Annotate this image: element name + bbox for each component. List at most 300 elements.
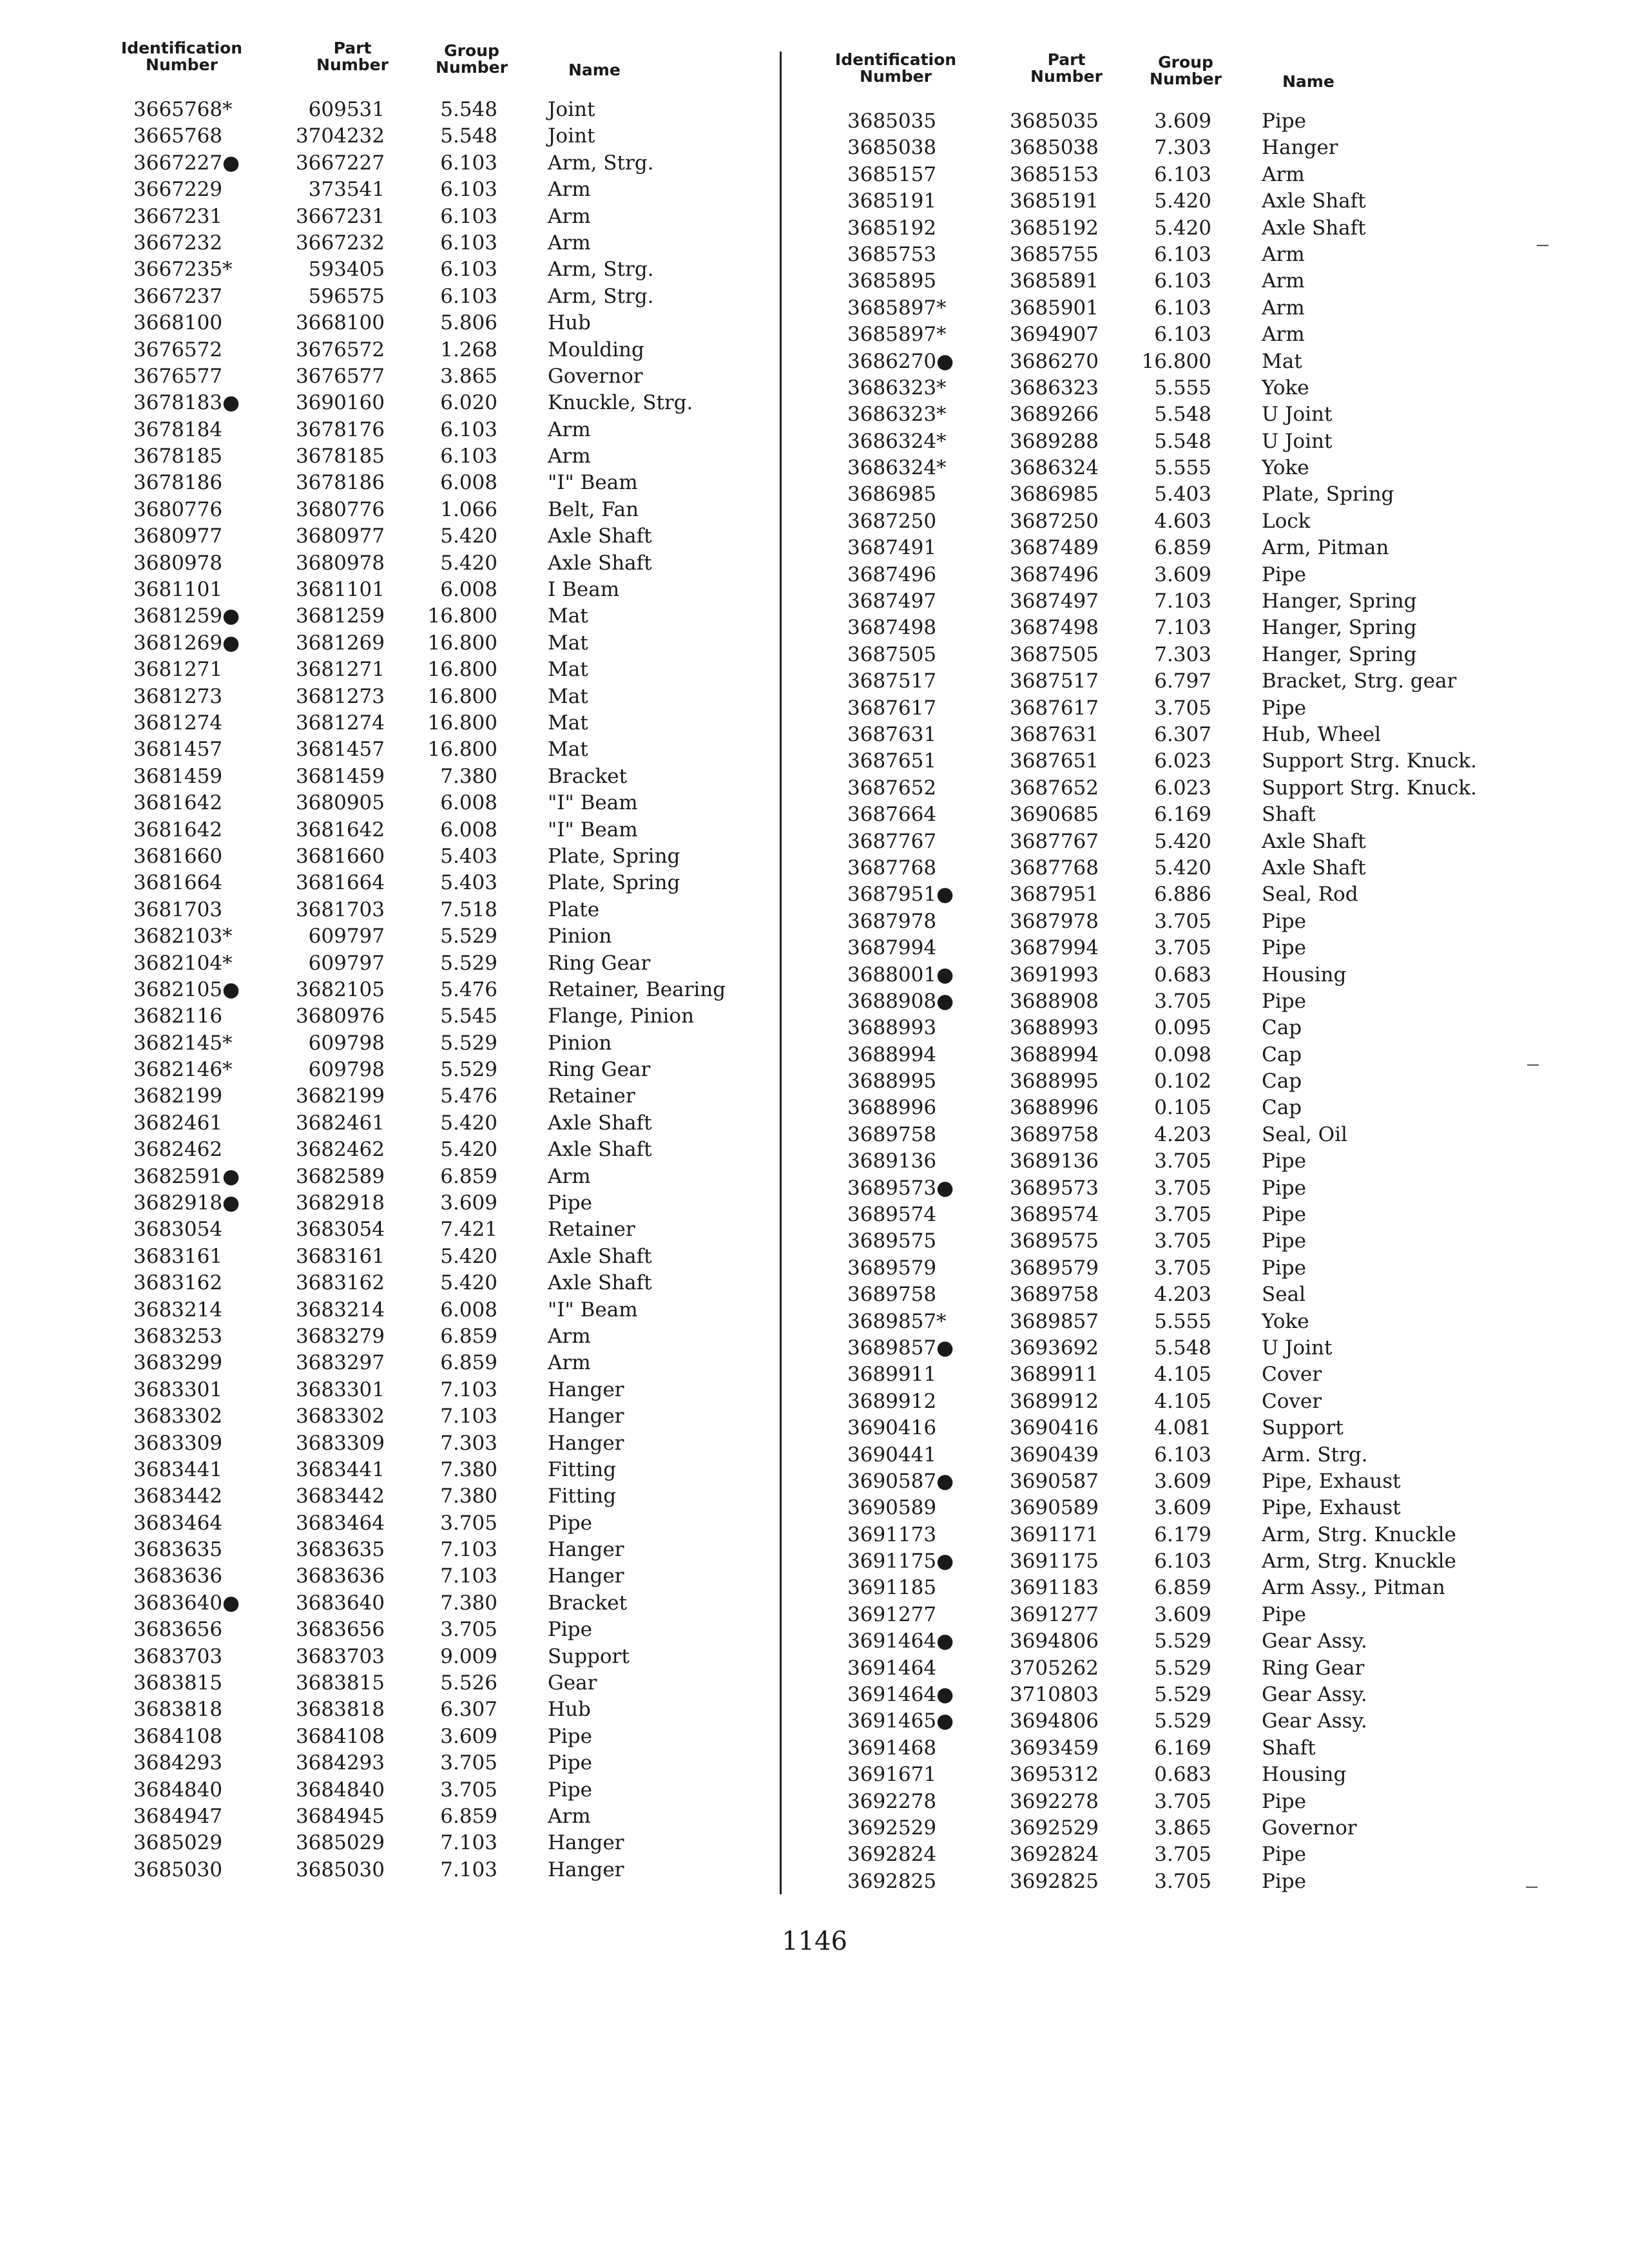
group-number: 6.008 — [440, 818, 497, 841]
group-number: 9.009 — [440, 1644, 497, 1668]
part-number: 3685755 — [1009, 242, 1099, 266]
part-name: Yoke — [1262, 456, 1309, 480]
part-name: Axle Shaft — [548, 1111, 652, 1135]
part-name: Fitting — [548, 1457, 617, 1481]
part-number: 3692529 — [1009, 1816, 1099, 1840]
table-row — [831, 1068, 1482, 1095]
identification-number: 3688994 — [847, 1043, 937, 1066]
table-row — [117, 523, 762, 550]
table-row — [831, 1309, 1482, 1335]
table-row — [117, 1803, 762, 1830]
part-number: 609798 — [308, 1031, 385, 1055]
part-name: Pipe — [1262, 1203, 1306, 1227]
group-number: 6.859 — [1154, 536, 1211, 560]
table-row — [831, 1148, 1482, 1175]
part-name: U Joint — [1262, 1336, 1333, 1360]
part-name: Pipe — [1262, 1602, 1306, 1626]
identification-number: 3687505 — [847, 642, 937, 666]
identification-number: 3688001● — [847, 963, 954, 986]
group-number: 0.095 — [1154, 1016, 1211, 1040]
table-row — [117, 204, 762, 230]
group-number: 5.555 — [1154, 456, 1211, 480]
part-name: Lock — [1262, 509, 1311, 533]
group-number: 5.529 — [440, 1058, 497, 1082]
part-number: 3676577 — [295, 364, 385, 388]
part-number: 3682462 — [295, 1138, 385, 1162]
table-row — [117, 337, 762, 363]
part-name: Ring Gear — [1262, 1656, 1365, 1680]
part-name: Pipe — [1262, 1869, 1306, 1893]
group-number: 6.020 — [440, 391, 497, 415]
identification-number: 3682116 — [133, 1004, 223, 1028]
group-number: 5.529 — [1154, 1709, 1211, 1733]
part-name: Shaft — [1262, 803, 1316, 827]
group-number: 6.008 — [440, 791, 497, 815]
table-row — [831, 1869, 1482, 1895]
identification-number: 3683635 — [133, 1538, 223, 1562]
part-name: Cover — [1262, 1389, 1322, 1413]
part-name: Pipe — [548, 1618, 592, 1642]
table-row — [117, 1644, 762, 1670]
part-name: "I" Beam — [548, 818, 638, 841]
identification-number: 3688993 — [847, 1016, 937, 1040]
part-number: 3705262 — [1009, 1656, 1099, 1680]
part-name: Arm — [1262, 269, 1305, 293]
group-number: 7.103 — [440, 1564, 497, 1588]
table-row — [831, 695, 1482, 722]
identification-number: 3667231 — [133, 204, 223, 228]
identification-number: 3689575 — [847, 1229, 937, 1253]
identification-number: 3683441 — [133, 1457, 223, 1481]
identification-number: 3691464● — [847, 1683, 954, 1707]
identification-number: 3687517 — [847, 669, 937, 693]
part-name: Governor — [548, 364, 643, 388]
group-number: 7.380 — [440, 1485, 497, 1508]
identification-number: 3689911 — [847, 1363, 937, 1387]
identification-number: 3687978 — [847, 909, 937, 933]
part-number: 3687250 — [1009, 509, 1099, 533]
part-number: 3687517 — [1009, 669, 1099, 693]
group-number: 6.103 — [440, 151, 497, 175]
group-number: 5.529 — [1154, 1683, 1211, 1707]
identification-number: 3683302 — [133, 1405, 223, 1428]
identification-number: 3684293 — [133, 1751, 223, 1775]
part-number: 3689574 — [1009, 1203, 1099, 1227]
table-row — [117, 1244, 762, 1270]
identification-number: 3686270● — [847, 349, 954, 373]
table-row — [117, 1830, 762, 1856]
table-row — [831, 829, 1482, 855]
part-number: 3689758 — [1009, 1122, 1099, 1146]
part-number: 3689288 — [1009, 429, 1099, 453]
part-number: 3690587 — [1009, 1469, 1099, 1493]
identification-number: 3690416 — [847, 1416, 937, 1440]
right-column — [831, 12, 1482, 1895]
part-name: Pipe — [548, 1511, 592, 1535]
page-number: 1146 — [782, 1927, 847, 1956]
group-number: 5.420 — [1154, 216, 1211, 240]
identification-number: 3681642 — [133, 791, 223, 815]
margin-mark — [1537, 245, 1548, 246]
table-row — [117, 1030, 762, 1057]
identification-number: 3689136 — [847, 1149, 937, 1173]
group-number: 1.066 — [440, 497, 497, 521]
table-row — [831, 1015, 1482, 1041]
part-number: 3685029 — [295, 1831, 385, 1855]
identification-number: 3684108 — [133, 1724, 223, 1748]
table-row — [831, 988, 1482, 1015]
part-number: 3683815 — [295, 1671, 385, 1695]
identification-number: 3681664 — [133, 871, 223, 895]
part-number: 3678176 — [295, 418, 385, 441]
part-number: 3693459 — [1009, 1736, 1099, 1760]
identification-number: 3678184 — [133, 418, 223, 441]
part-name: Retainer — [548, 1218, 635, 1242]
identification-number: 3687250 — [847, 509, 937, 533]
part-name: Arm, Strg. — [548, 151, 654, 175]
table-row — [117, 497, 762, 523]
group-number: 6.169 — [1154, 803, 1211, 827]
part-number: 3694806 — [1009, 1629, 1099, 1653]
part-number: 3689136 — [1009, 1149, 1099, 1173]
part-name: I Beam — [548, 578, 620, 602]
part-number: 3687631 — [1009, 722, 1099, 746]
table-row — [831, 1095, 1482, 1121]
identification-number: 3682461 — [133, 1111, 223, 1135]
identification-number: 3691465● — [847, 1709, 954, 1733]
part-name: Pipe — [1262, 110, 1306, 133]
part-name: Bracket — [548, 1591, 628, 1615]
part-number: 3689266 — [1009, 403, 1099, 427]
table-row — [117, 1857, 762, 1883]
part-name: Pipe — [1262, 1843, 1306, 1867]
group-number: 6.103 — [1154, 323, 1211, 347]
table-row — [117, 1323, 762, 1350]
identification-number: 3684840 — [133, 1778, 223, 1802]
identification-number: 3676577 — [133, 364, 223, 388]
table-row — [117, 1750, 762, 1776]
group-number: 5.806 — [440, 311, 497, 335]
part-name: Pinion — [548, 925, 612, 948]
group-number: 6.179 — [1154, 1523, 1211, 1546]
table-row — [831, 1762, 1482, 1788]
table-row — [831, 802, 1482, 828]
part-name: Axle Shaft — [1262, 829, 1366, 853]
table-row — [117, 1457, 762, 1483]
table-row — [831, 1815, 1482, 1841]
part-name: Arm — [548, 204, 591, 228]
part-name: Retainer, Bearing — [548, 977, 726, 1001]
part-number: 3687767 — [1009, 829, 1099, 853]
table-row — [117, 1670, 762, 1696]
part-name: Housing — [1262, 963, 1347, 986]
part-number: 3688995 — [1009, 1070, 1099, 1093]
identification-number: 3685030 — [133, 1858, 223, 1881]
part-number: 3683635 — [295, 1538, 385, 1562]
table-row — [831, 962, 1482, 988]
part-number: 3686985 — [1009, 483, 1099, 506]
part-number: 3683640 — [295, 1591, 385, 1615]
table-row — [831, 1548, 1482, 1575]
identification-number: 3680978 — [133, 551, 223, 575]
identification-number: 3680776 — [133, 497, 223, 521]
identification-number: 3687497 — [847, 590, 937, 613]
part-number: 3683297 — [295, 1351, 385, 1375]
identification-number: 3676572 — [133, 338, 223, 361]
identification-number: 3687496 — [847, 562, 937, 586]
part-number: 3687489 — [1009, 536, 1099, 560]
part-name: Pipe, Exhaust — [1262, 1469, 1401, 1493]
table-row — [117, 897, 762, 923]
table-row — [831, 908, 1482, 935]
group-number: 3.705 — [1154, 936, 1211, 960]
part-name: Moulding — [548, 338, 644, 361]
part-number: 3688994 — [1009, 1043, 1099, 1066]
identification-number: 3667229 — [133, 178, 223, 202]
part-name: Ring Gear — [548, 1058, 651, 1082]
table-row — [831, 1361, 1482, 1388]
part-number: 609531 — [308, 98, 385, 121]
part-name: Yoke — [1262, 1309, 1309, 1333]
group-number: 4.603 — [1154, 509, 1211, 533]
group-number: 5.476 — [440, 977, 497, 1001]
table-row — [831, 1042, 1482, 1068]
left-parts-list — [117, 97, 762, 1883]
part-number: 3685192 — [1009, 216, 1099, 240]
part-name: Hanger — [548, 1564, 624, 1588]
part-number: 3687994 — [1009, 936, 1099, 960]
table-row — [831, 322, 1482, 348]
group-number: 6.103 — [440, 204, 497, 228]
group-number: 3.865 — [440, 364, 497, 388]
part-number: 3682199 — [295, 1084, 385, 1108]
part-name: Arm — [1262, 162, 1305, 186]
table-row — [831, 242, 1482, 268]
part-number: 3684840 — [295, 1778, 385, 1802]
part-name: Arm, Strg. — [548, 284, 654, 308]
part-name: Fitting — [548, 1485, 617, 1508]
identification-number: 3682199 — [133, 1084, 223, 1108]
identification-number: 3691468 — [847, 1736, 937, 1760]
part-name: Arm. Strg. — [1262, 1443, 1368, 1466]
part-number: 3687496 — [1009, 562, 1099, 586]
part-name: Pipe — [548, 1191, 592, 1215]
part-number: 3687978 — [1009, 909, 1099, 933]
identification-number: 3683442 — [133, 1485, 223, 1508]
part-number: 3683703 — [295, 1644, 385, 1668]
group-number: 5.555 — [1154, 376, 1211, 399]
margin-mark — [1526, 1887, 1537, 1888]
group-number: 5.529 — [440, 925, 497, 948]
identification-number: 3689912 — [847, 1389, 937, 1413]
group-number: 3.609 — [440, 1191, 497, 1215]
part-number: 3688996 — [1009, 1096, 1099, 1120]
part-name: Shaft — [1262, 1736, 1316, 1760]
part-number: 3683302 — [295, 1405, 385, 1428]
part-name: Gear Assy. — [1262, 1683, 1367, 1707]
table-row — [117, 1190, 762, 1216]
part-name: Arm — [548, 1351, 591, 1375]
group-number: 5.420 — [1154, 189, 1211, 213]
table-row — [117, 977, 762, 1003]
identification-number: 3691464 — [847, 1656, 937, 1680]
table-row — [117, 657, 762, 683]
part-number: 3681101 — [295, 578, 385, 602]
part-number: 3710803 — [1009, 1683, 1099, 1707]
table-row — [831, 1335, 1482, 1361]
part-name: "I" Beam — [548, 471, 638, 495]
part-name: Hanger — [548, 1858, 624, 1881]
identification-number: 3683301 — [133, 1378, 223, 1401]
header-name: Name — [568, 61, 621, 79]
part-number: 3687768 — [1009, 856, 1099, 879]
group-number: 5.420 — [440, 524, 497, 548]
part-name: Arm, Strg. Knuckle — [1262, 1550, 1456, 1573]
part-number: 3667227 — [295, 151, 385, 175]
table-row — [831, 855, 1482, 881]
identification-number: 3685192 — [847, 216, 937, 240]
identification-number: 3687631 — [847, 722, 937, 746]
part-name: Retainer — [548, 1084, 635, 1108]
part-name: Hub — [548, 1698, 591, 1722]
group-number: 7.103 — [1154, 616, 1211, 640]
table-row — [831, 1789, 1482, 1815]
table-row — [831, 748, 1482, 774]
part-number: 3685153 — [1009, 162, 1099, 186]
table-row — [831, 1495, 1482, 1521]
identification-number: 3691671 — [847, 1763, 937, 1787]
identification-number: 3683214 — [133, 1298, 223, 1321]
table-row — [117, 1696, 762, 1723]
identification-number: 3687994 — [847, 936, 937, 960]
part-number: 3678186 — [295, 471, 385, 495]
identification-number: 3691464● — [847, 1629, 954, 1653]
part-name: Hanger, Spring — [1262, 642, 1417, 666]
group-number: 3.609 — [1154, 1469, 1211, 1493]
group-number: 7.103 — [440, 1378, 497, 1401]
group-number: 6.103 — [440, 231, 497, 255]
part-name: Seal — [1262, 1283, 1306, 1307]
identification-number: 3691185 — [847, 1576, 937, 1600]
group-number: 7.421 — [440, 1218, 497, 1242]
part-number: 3690416 — [1009, 1416, 1099, 1440]
part-number: 3685901 — [1009, 296, 1099, 320]
part-name: Pipe — [1262, 1229, 1306, 1253]
identification-number: 3682145* — [133, 1031, 233, 1055]
part-number: 3683309 — [295, 1431, 385, 1455]
table-row — [831, 1841, 1482, 1868]
part-number: 373541 — [308, 178, 385, 202]
table-row — [831, 562, 1482, 588]
group-number: 6.103 — [1154, 269, 1211, 293]
part-name: Yoke — [1262, 376, 1309, 399]
part-number: 3680976 — [295, 1004, 385, 1028]
table-row — [831, 1628, 1482, 1655]
group-number: 0.098 — [1154, 1043, 1211, 1066]
part-number: 3683441 — [295, 1457, 385, 1481]
part-number: 3686323 — [1009, 376, 1099, 399]
part-name: Pipe — [548, 1724, 592, 1748]
group-number: 6.008 — [440, 578, 497, 602]
table-row — [117, 736, 762, 763]
part-name: Pipe — [1262, 936, 1306, 960]
identification-number: 3689574 — [847, 1203, 937, 1227]
group-number: 5.420 — [1154, 856, 1211, 879]
part-name: Hub, Wheel — [1262, 722, 1381, 746]
table-row — [831, 108, 1482, 135]
identification-number: 3681660 — [133, 844, 223, 868]
group-number: 3.609 — [1154, 1602, 1211, 1626]
part-name: Pipe — [1262, 1149, 1306, 1173]
group-number: 6.103 — [1154, 1443, 1211, 1466]
identification-number: 3692278 — [847, 1789, 937, 1813]
group-number: 7.303 — [1154, 642, 1211, 666]
part-name: Arm — [1262, 323, 1305, 347]
left-table-header — [117, 0, 762, 97]
group-number: 3.705 — [1154, 696, 1211, 720]
identification-number: 3685753 — [847, 242, 937, 266]
table-row — [117, 1510, 762, 1537]
part-name: Mat — [548, 711, 588, 735]
group-number: 4.203 — [1154, 1122, 1211, 1146]
table-row — [117, 123, 762, 149]
part-name: Plate — [548, 898, 600, 921]
part-number: 3690589 — [1009, 1496, 1099, 1520]
part-number: 3692278 — [1009, 1789, 1099, 1813]
identification-number: 3681703 — [133, 898, 223, 921]
part-name: Arm — [1262, 296, 1305, 320]
identification-number: 3682918● — [133, 1191, 240, 1215]
identification-number: 3681271 — [133, 658, 223, 682]
identification-number: 3681259● — [133, 604, 240, 628]
group-number: 6.103 — [1154, 296, 1211, 320]
identification-number: 3690441 — [847, 1443, 937, 1466]
identification-number: 3687498 — [847, 616, 937, 640]
group-number: 0.105 — [1154, 1096, 1211, 1120]
table-row — [831, 295, 1482, 322]
part-name: Hanger, Spring — [1262, 590, 1417, 613]
part-name: Arm — [548, 178, 591, 202]
table-row — [831, 1389, 1482, 1415]
part-number: 3687951 — [1009, 883, 1099, 907]
group-number: 16.800 — [427, 684, 497, 708]
part-name: Pipe — [1262, 562, 1306, 586]
group-number: 3.705 — [1154, 1176, 1211, 1200]
identification-number: 3681273 — [133, 684, 223, 708]
group-number: 5.529 — [1154, 1629, 1211, 1653]
part-name: Axle Shaft — [548, 551, 652, 575]
table-row — [831, 535, 1482, 561]
group-number: 4.105 — [1154, 1389, 1211, 1413]
group-number: 3.705 — [1154, 1256, 1211, 1280]
table-row — [831, 1655, 1482, 1682]
identification-number: 3667227● — [133, 151, 240, 175]
group-number: 3.705 — [1154, 909, 1211, 933]
part-name: Cap — [1262, 1043, 1302, 1066]
identification-number: 3678183● — [133, 391, 240, 415]
part-name: Hanger — [548, 1431, 624, 1455]
part-number: 3680776 — [295, 497, 385, 521]
group-number: 6.103 — [440, 284, 497, 308]
identification-number: 3689758 — [847, 1122, 937, 1146]
identification-number: 3683161 — [133, 1244, 223, 1268]
identification-number: 3690589 — [847, 1496, 937, 1520]
table-row — [117, 550, 762, 577]
table-row — [831, 588, 1482, 615]
group-number: 6.103 — [440, 445, 497, 468]
group-number: 3.609 — [1154, 562, 1211, 586]
part-name: Pipe — [1262, 1256, 1306, 1280]
